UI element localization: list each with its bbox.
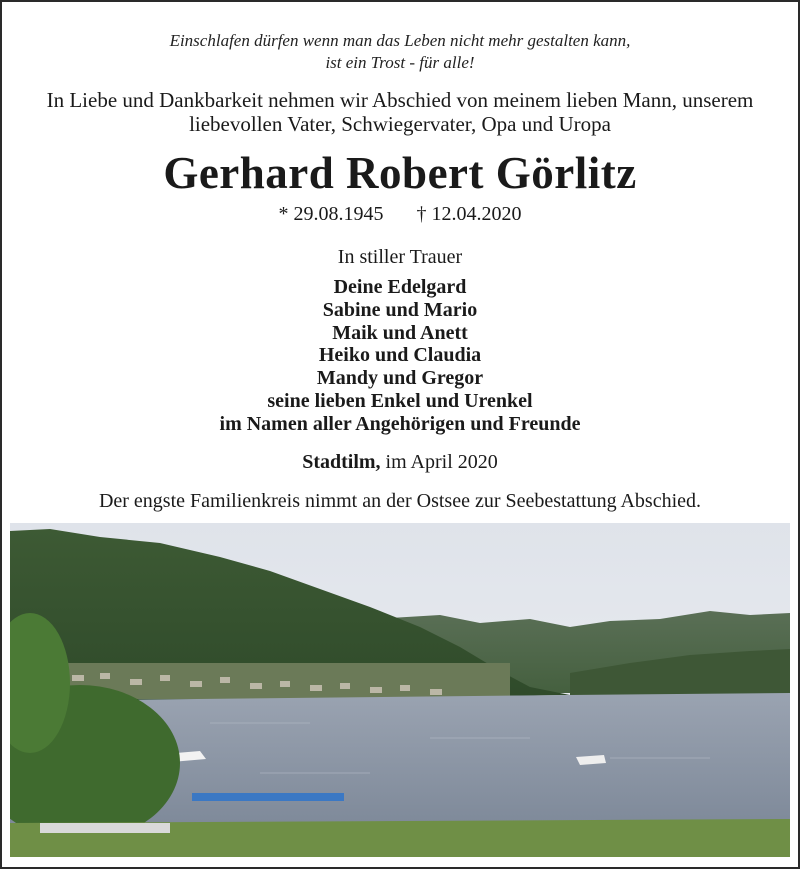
place-date	[0, 451, 800, 473]
funeral-note: Der engste Familienkreis nimmt an der Ostsee zur Seebestattung Abschied.	[98, 490, 702, 512]
mourning-heading: In stiller Trauer	[337, 246, 463, 268]
mourner-name: im Namen aller Angehörigen und Freunde	[219, 412, 581, 435]
intro-line: liebevollen Vater, Schwiegervater, Opa und Uropa	[189, 112, 611, 136]
motto-line: Einschlafen dürfen wenn man das Leben nicht mehr gestalten kann,	[169, 31, 631, 50]
deceased-name: Gerhard Robert Görlitz	[163, 148, 637, 198]
birth-date: * 29.08.1945	[278, 203, 384, 225]
mourner-name: Heiko und Claudia	[318, 344, 482, 367]
pontoon	[192, 793, 344, 801]
death-date: † 12.04.2020	[416, 203, 522, 225]
intro-text	[0, 88, 800, 136]
mourner-name: seine lieben Enkel und Urenkel	[267, 389, 533, 412]
jetty	[40, 823, 170, 833]
motto	[0, 30, 800, 74]
mourner-name: Deine Edelgard	[333, 276, 467, 298]
mourner-name: Sabine und Mario	[322, 298, 478, 321]
life-dates	[0, 203, 800, 225]
motto-line: ist ein Trost - für alle!	[325, 53, 475, 72]
mourner-name: Maik und Anett	[332, 321, 468, 344]
lake-photo	[10, 523, 790, 857]
town: Stadtilm,	[302, 451, 381, 473]
intro-line: In Liebe und Dankbarkeit nehmen wir Abschied von meinem lieben Mann, unserem	[46, 88, 754, 112]
mourner-list	[0, 276, 800, 436]
mourner-name: Mandy und Gregor	[316, 367, 484, 390]
month-year: im April 2020	[385, 451, 498, 473]
